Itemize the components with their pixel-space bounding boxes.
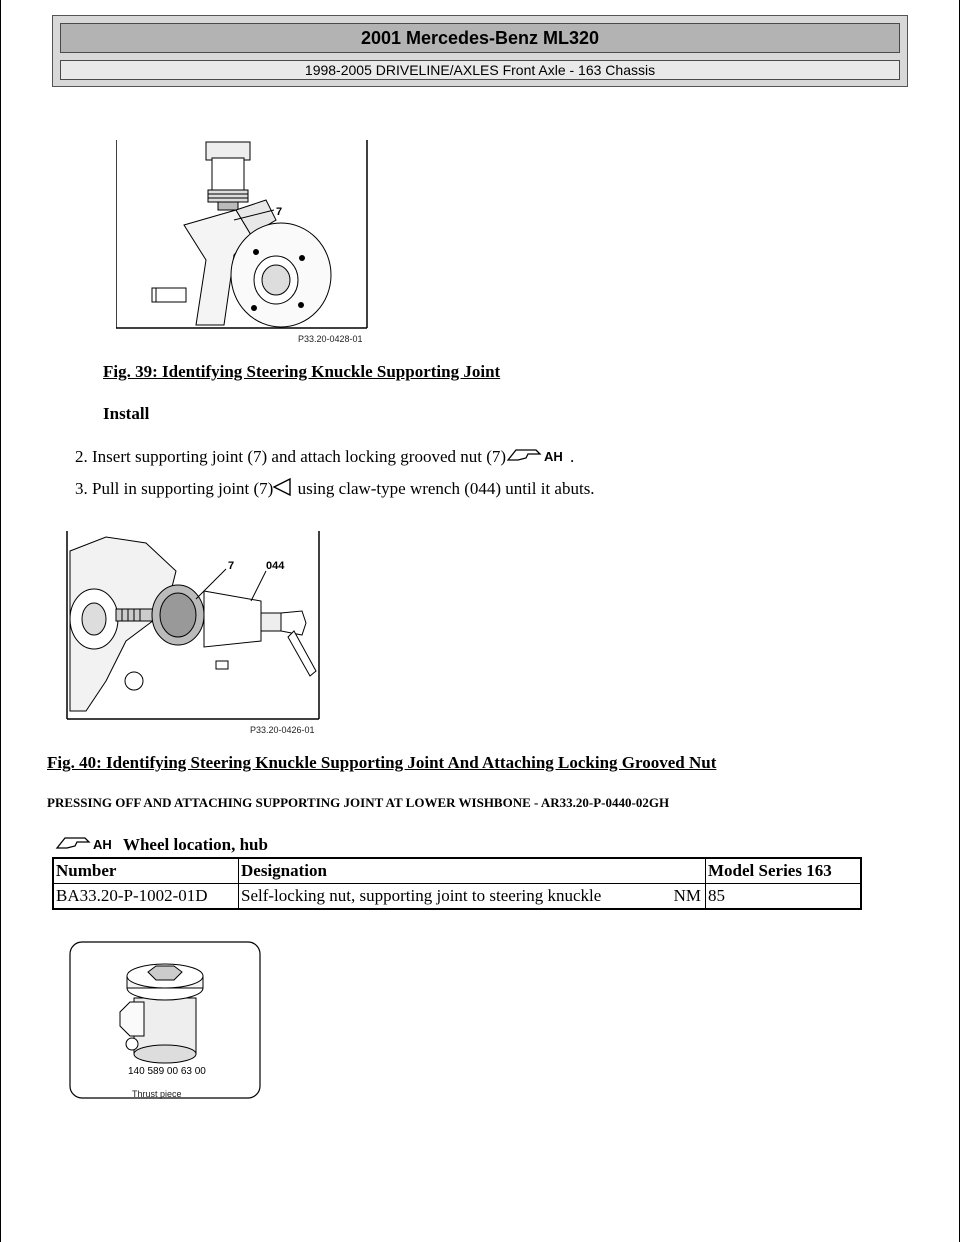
figure-40-caption: Fig. 40: Identifying Steering Knuckle Supporting Joint And Attaching Locking Grooved Nut bbox=[47, 753, 717, 772]
table-row bbox=[53, 884, 861, 910]
step-3-tail: using claw-type wrench (044) until it abuts. bbox=[293, 479, 595, 498]
figure-40-label-7: 7 bbox=[228, 560, 235, 572]
step-2 bbox=[75, 446, 574, 469]
hand-pointer-icon bbox=[506, 446, 570, 469]
designation-text: Self-locking nut, supporting joint to steering knuckle bbox=[241, 886, 602, 905]
step-2-tail: . bbox=[570, 447, 575, 466]
column-header-model-series: Model Series 163 bbox=[706, 858, 862, 884]
triangle-pointer-icon bbox=[273, 478, 293, 501]
figure-40-image bbox=[66, 531, 320, 721]
ah-label: AH bbox=[544, 449, 563, 464]
document-title: 2001 Mercedes-Benz ML320 bbox=[60, 23, 900, 53]
document-subtitle: 1998-2005 DRIVELINE/AXLES Front Axle - 163 Chassis bbox=[60, 60, 900, 80]
install-heading: Install bbox=[103, 404, 150, 423]
cell-number: BA33.20-P-1002-01D bbox=[53, 884, 239, 910]
hand-pointer-icon bbox=[55, 834, 119, 857]
step-3 bbox=[75, 478, 595, 501]
thrust-piece-image bbox=[68, 940, 262, 1100]
ah-label: AH bbox=[93, 837, 112, 852]
figure-39-label-7: 7 bbox=[276, 206, 283, 218]
step-3-number: 3. bbox=[75, 479, 88, 498]
table-title bbox=[55, 834, 268, 857]
step-3-text: Pull in supporting joint (7) bbox=[92, 479, 274, 498]
section-heading: PRESSING OFF AND ATTACHING SUPPORTING JOINT AT LOWER WISHBONE - AR33.20-P-0440-02GH bbox=[47, 795, 670, 810]
step-2-number: 2. bbox=[75, 447, 88, 466]
unit-label: NM bbox=[673, 886, 701, 905]
cell-designation bbox=[239, 884, 706, 910]
column-header-number: Number bbox=[53, 858, 239, 884]
torque-spec-table bbox=[52, 857, 862, 910]
page-left-border bbox=[0, 0, 1, 1242]
document-header bbox=[52, 15, 908, 87]
thrust-piece-part-number: 140 589 00 63 00 bbox=[128, 1066, 206, 1077]
figure-39-code: P33.20-0428-01 bbox=[298, 334, 363, 344]
figure-40-code: P33.20-0426-01 bbox=[250, 725, 315, 735]
figure-40-label-044: 044 bbox=[266, 560, 285, 572]
thrust-piece-name: Thrust piece bbox=[132, 1089, 182, 1099]
figure-39-image bbox=[116, 140, 368, 330]
table-header-row bbox=[53, 858, 861, 884]
table-title-text: Wheel location, hub bbox=[122, 835, 268, 854]
figure-39-caption: Fig. 39: Identifying Steering Knuckle Supporting Joint bbox=[103, 362, 501, 381]
step-2-text: Insert supporting joint (7) and attach locking grooved nut (7) bbox=[92, 447, 507, 466]
column-header-designation: Designation bbox=[239, 858, 706, 884]
cell-value: 85 bbox=[706, 884, 862, 910]
